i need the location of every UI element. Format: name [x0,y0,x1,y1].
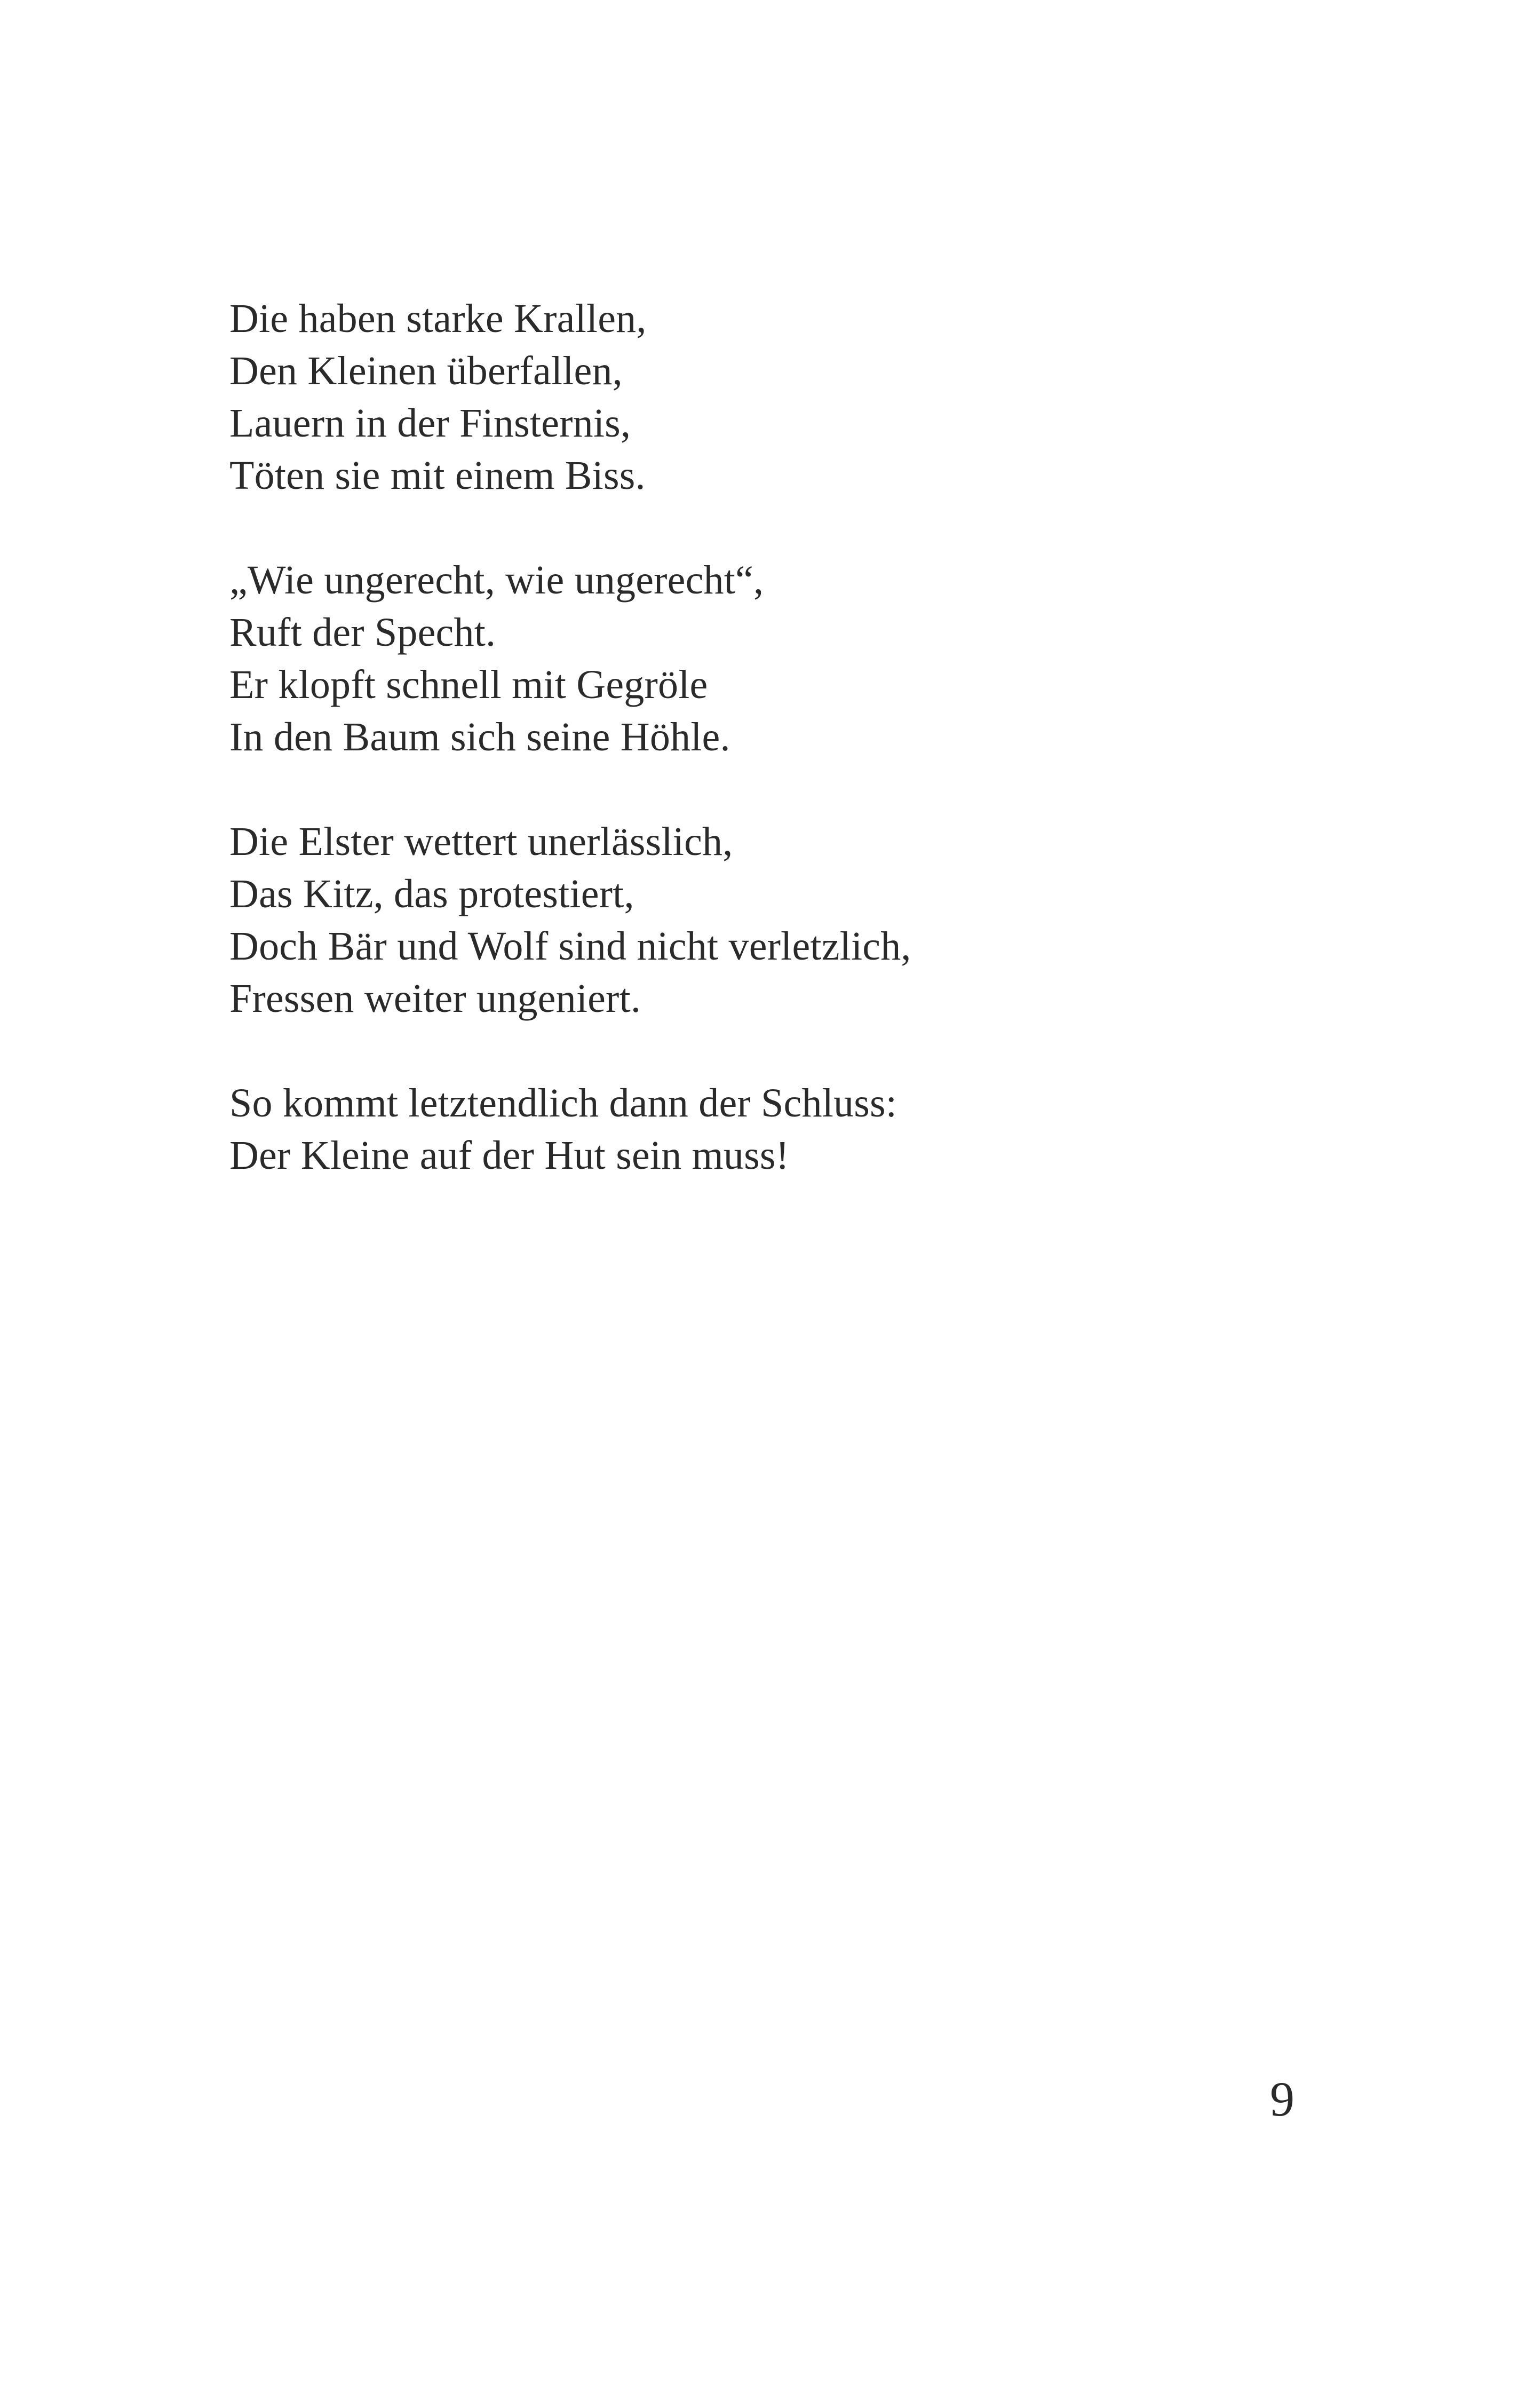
poem-line: In den Baum sich seine Höhle. [229,715,730,759]
poem [229,292,1297,1234]
stanza-2 [229,554,1297,763]
poem-line: „Wie ungerecht, wie ungerecht“, [229,558,764,603]
stanza-1 [229,292,1297,502]
poem-line: Lauern in der Finsternis, [229,401,631,446]
page-number: 9 [1270,2072,1294,2126]
poem-line: Fressen weiter ungeniert. [229,976,641,1021]
poem-line: Den Kleinen überfallen, [229,348,623,393]
poem-line: Das Kitz, das protestiert, [229,872,634,916]
poem-line: Die haben starke Krallen, [229,296,647,341]
poem-line: Er klopft schnell mit Gegröle [229,662,708,707]
poem-line: Töten sie mit einem Biss. [229,453,646,498]
poem-line: Ruft der Specht. [229,610,496,655]
stanza-3 [229,815,1297,1025]
poem-line: Der Kleine auf der Hut sein muss! [229,1133,790,1178]
poem-line: So kommt letztendlich dann der Schluss: [229,1081,897,1126]
poem-line: Die Elster wettert unerlässlich, [229,819,733,864]
stanza-4 [229,1077,1297,1182]
poem-line: Doch Bär und Wolf sind nicht verletzlich, [229,924,911,969]
